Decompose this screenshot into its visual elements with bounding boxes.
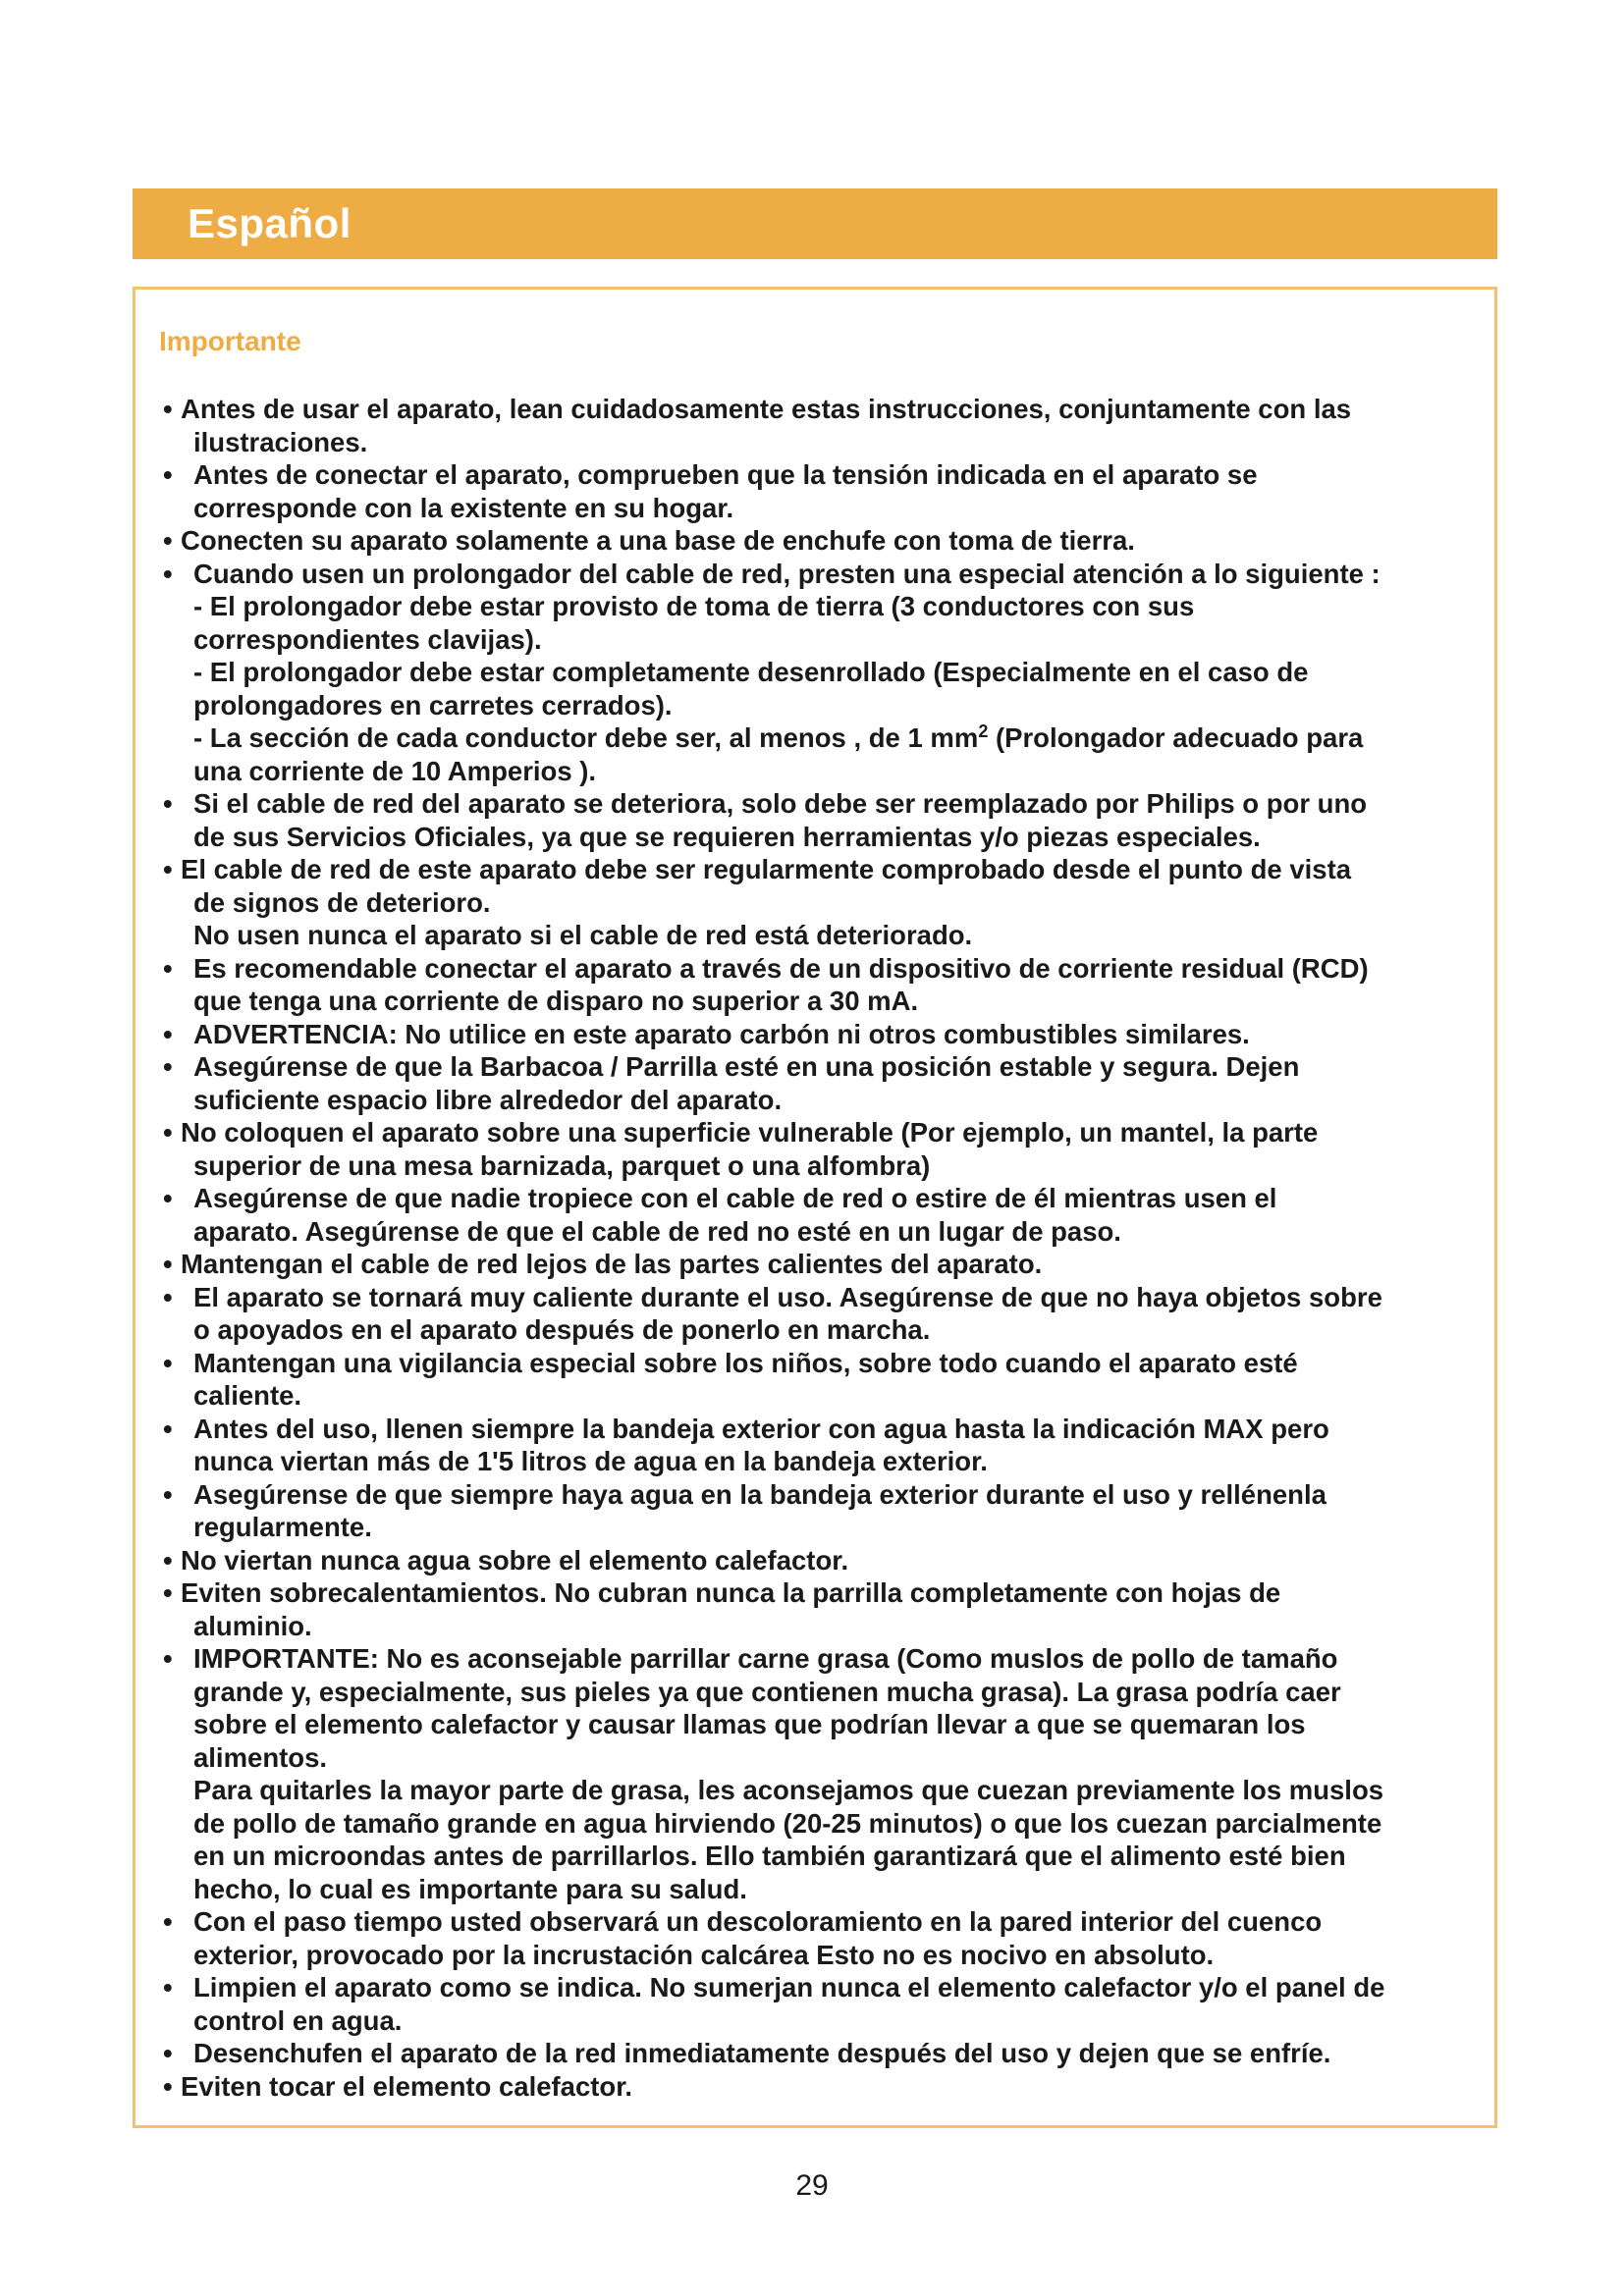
item-text: Desenchufen el aparato de la red inmediatamente después del uso y dejen que se enfríe. bbox=[193, 2038, 1331, 2068]
item-text: Es recomendable conectar el aparato a través de un dispositivo de corriente residual (RCD) que tenga una corriente de disparo no superior a 30 mA. bbox=[193, 952, 1369, 1016]
list-item bbox=[157, 1905, 1473, 1971]
item-text: Conecten su aparato solamente a una base de enchufe con toma de tierra. bbox=[181, 525, 1135, 556]
bullet-mark: • bbox=[163, 2070, 173, 2102]
item-text: ADVERTENCIA: No utilice en este aparato carbón ni otros combustibles similares. bbox=[193, 1018, 1250, 1049]
item-text: - La sección de cada conductor debe ser, al menos , de 1 mm bbox=[193, 722, 979, 753]
item-text: Mantengan una vigilancia especial sobre los niños, sobre todo cuando el aparato esté caliente. bbox=[193, 1347, 1298, 1411]
list-item bbox=[157, 721, 1473, 787]
bullet-mark: • bbox=[163, 1577, 173, 1608]
bullet-mark: • bbox=[163, 1413, 173, 1444]
list-item bbox=[157, 1576, 1473, 1642]
item-text: IMPORTANTE: No es aconsejable parrillar carne grasa (Como muslos de pollo de tamaño grande y, especialmente, sus pieles ya que contienen mucha grasa). La grasa podría caer sobre el elemento calefactor y causar llamas que podrían llevar a que se quemaran los alimentos. Para quitarles la mayor parte de grasa, les aconsejamos que cuezan previamente los muslos de pollo de tamaño grande en agua hirviendo (20-25 minutos) o que los cuezan parcialmente en un microondas antes de parrillarlos. Ello también garantizará que el alimento esté bien hecho, lo cual es importante para su salud. bbox=[193, 1643, 1384, 1904]
item-text: No viertan nunca agua sobre el elemento calefactor. bbox=[181, 1544, 849, 1575]
safety-instructions-list bbox=[157, 393, 1473, 2103]
bullet-mark: • bbox=[163, 1281, 173, 1312]
list-item bbox=[157, 1116, 1473, 1182]
bullet-mark: • bbox=[163, 854, 173, 884]
item-text: El aparato se tornará muy caliente durante el uso. Asegúrense de que no haya objetos sobre o apoyados en el aparato después de ponerlo en marcha. bbox=[193, 1281, 1382, 1345]
item-text: Eviten tocar el elemento calefactor. bbox=[181, 2070, 633, 2102]
important-notes-box bbox=[133, 287, 1497, 2128]
bullet-mark: • bbox=[163, 952, 173, 984]
list-item bbox=[157, 558, 1473, 722]
item-text-continued: superior de una mesa barnizada, parquet o una alfombra) bbox=[193, 1149, 931, 1181]
list-item bbox=[157, 1248, 1473, 1281]
item-text-continued: aluminio. bbox=[193, 1610, 312, 1641]
list-item bbox=[157, 524, 1473, 558]
bullet-mark: • bbox=[163, 1249, 173, 1279]
item-text: Si el cable de red del aparato se deteriora, solo debe ser reemplazado por Philips o por uno de sus Servicios Oficiales, ya que se requieren herramientas y/o piezas especiales. bbox=[193, 788, 1368, 852]
list-item bbox=[157, 1050, 1473, 1116]
list-item bbox=[157, 1413, 1473, 1478]
list-item bbox=[157, 1642, 1473, 1905]
superscript: 2 bbox=[978, 721, 989, 741]
bullet-mark: • bbox=[163, 459, 173, 490]
list-item bbox=[157, 2070, 1473, 2104]
item-text: Limpien el aparato como se indica. No sumerjan nunca el elemento calefactor y/o el panel de control en agua. bbox=[193, 1972, 1385, 2036]
item-text: Antes del uso, llenen siempre la bandeja exterior con agua hasta la indicación MAX pero nunca viertan más de 1'5 litros de agua en la bandeja exterior. bbox=[193, 1413, 1329, 1476]
item-text: Mantengan el cable de red lejos de las partes calientes del aparato. bbox=[181, 1249, 1043, 1279]
bullet-mark: • bbox=[163, 1643, 173, 1674]
item-text: Asegúrense de que la Barbacoa / Parrilla esté en una posición estable y segura. Dejen suficiente espacio libre alrededor del aparato. bbox=[193, 1051, 1300, 1115]
bullet-mark: • bbox=[163, 525, 173, 556]
language-title: Español bbox=[188, 200, 352, 246]
item-text: Eviten sobrecalentamientos. No cubran nunca la parrilla completamente con hojas de bbox=[181, 1577, 1281, 1608]
list-item bbox=[157, 1281, 1473, 1347]
list-item bbox=[157, 1478, 1473, 1544]
item-text: No coloquen el aparato sobre una superficie vulnerable (Por ejemplo, un mantel, la parte bbox=[181, 1117, 1319, 1148]
bullet-mark: • bbox=[163, 1183, 173, 1213]
bullet-mark: • bbox=[163, 1478, 173, 1510]
bullet-mark: • bbox=[163, 1051, 173, 1082]
list-item bbox=[157, 2037, 1473, 2070]
bullet-mark: • bbox=[163, 558, 173, 589]
list-item bbox=[157, 1971, 1473, 2037]
list-item bbox=[157, 853, 1473, 952]
section-heading: Importante bbox=[159, 326, 301, 356]
list-item bbox=[157, 787, 1473, 853]
bullet-mark: • bbox=[163, 1018, 173, 1049]
item-text: Con el paso tiempo usted observará un descoloramiento en la pared interior del cuenco exterior, provocado por la incrustación calcárea Esto no es nocivo en absoluto. bbox=[193, 1906, 1323, 1970]
item-text: Cuando usen un prolongador del cable de red, presten una especial atención a lo siguiente : - El prolongador debe estar provisto de toma de tierra (3 conductores con sus correspondientes clavijas). - El prolongador debe estar completamente desenrollado (Especialmente en el caso de prolongadores en carretes cerrados). bbox=[193, 558, 1380, 721]
item-text: Antes de conectar el aparato, comprueben que la tensión indicada en el aparato se corresponde con la existente en su hogar. bbox=[193, 459, 1258, 523]
item-text: Antes de usar el aparato, lean cuidadosamente estas instrucciones, conjuntamente con las bbox=[181, 394, 1352, 424]
list-item bbox=[157, 952, 1473, 1018]
list-item bbox=[157, 458, 1473, 524]
bullet-mark: • bbox=[163, 1906, 173, 1937]
bullet-mark: • bbox=[163, 2038, 173, 2068]
bullet-mark: • bbox=[163, 1544, 173, 1575]
item-text-continued: de signos de deterioro. No usen nunca el aparato si el cable de red está deteriorado. bbox=[193, 886, 973, 950]
list-item bbox=[157, 1347, 1473, 1413]
bullet-mark: • bbox=[163, 788, 173, 819]
list-item bbox=[157, 1544, 1473, 1577]
page-number: 29 bbox=[795, 2169, 829, 2202]
item-text-continued: ilustraciones. bbox=[193, 426, 368, 457]
language-banner bbox=[133, 188, 1497, 259]
item-text-continued: (Prolongador adecuado para una corriente de 10 Amperios ). bbox=[193, 722, 1364, 786]
item-text: El cable de red de este aparato debe ser regularmente comprobado desde el punto de vista bbox=[181, 854, 1352, 884]
bullet-mark: • bbox=[163, 1117, 173, 1148]
item-text: Asegúrense de que siempre haya agua en la bandeja exterior durante el uso y rellénenla regularmente. bbox=[193, 1478, 1326, 1542]
list-item bbox=[157, 1018, 1473, 1051]
bullet-mark: • bbox=[163, 1972, 173, 2002]
bullet-mark: • bbox=[163, 394, 173, 424]
list-item bbox=[157, 1182, 1473, 1248]
item-text: Asegúrense de que nadie tropiece con el cable de red o estire de él mientras usen el aparato. Asegúrense de que el cable de red no esté en un lugar de paso. bbox=[193, 1183, 1277, 1247]
bullet-mark: • bbox=[163, 1347, 173, 1378]
list-item bbox=[157, 393, 1473, 458]
